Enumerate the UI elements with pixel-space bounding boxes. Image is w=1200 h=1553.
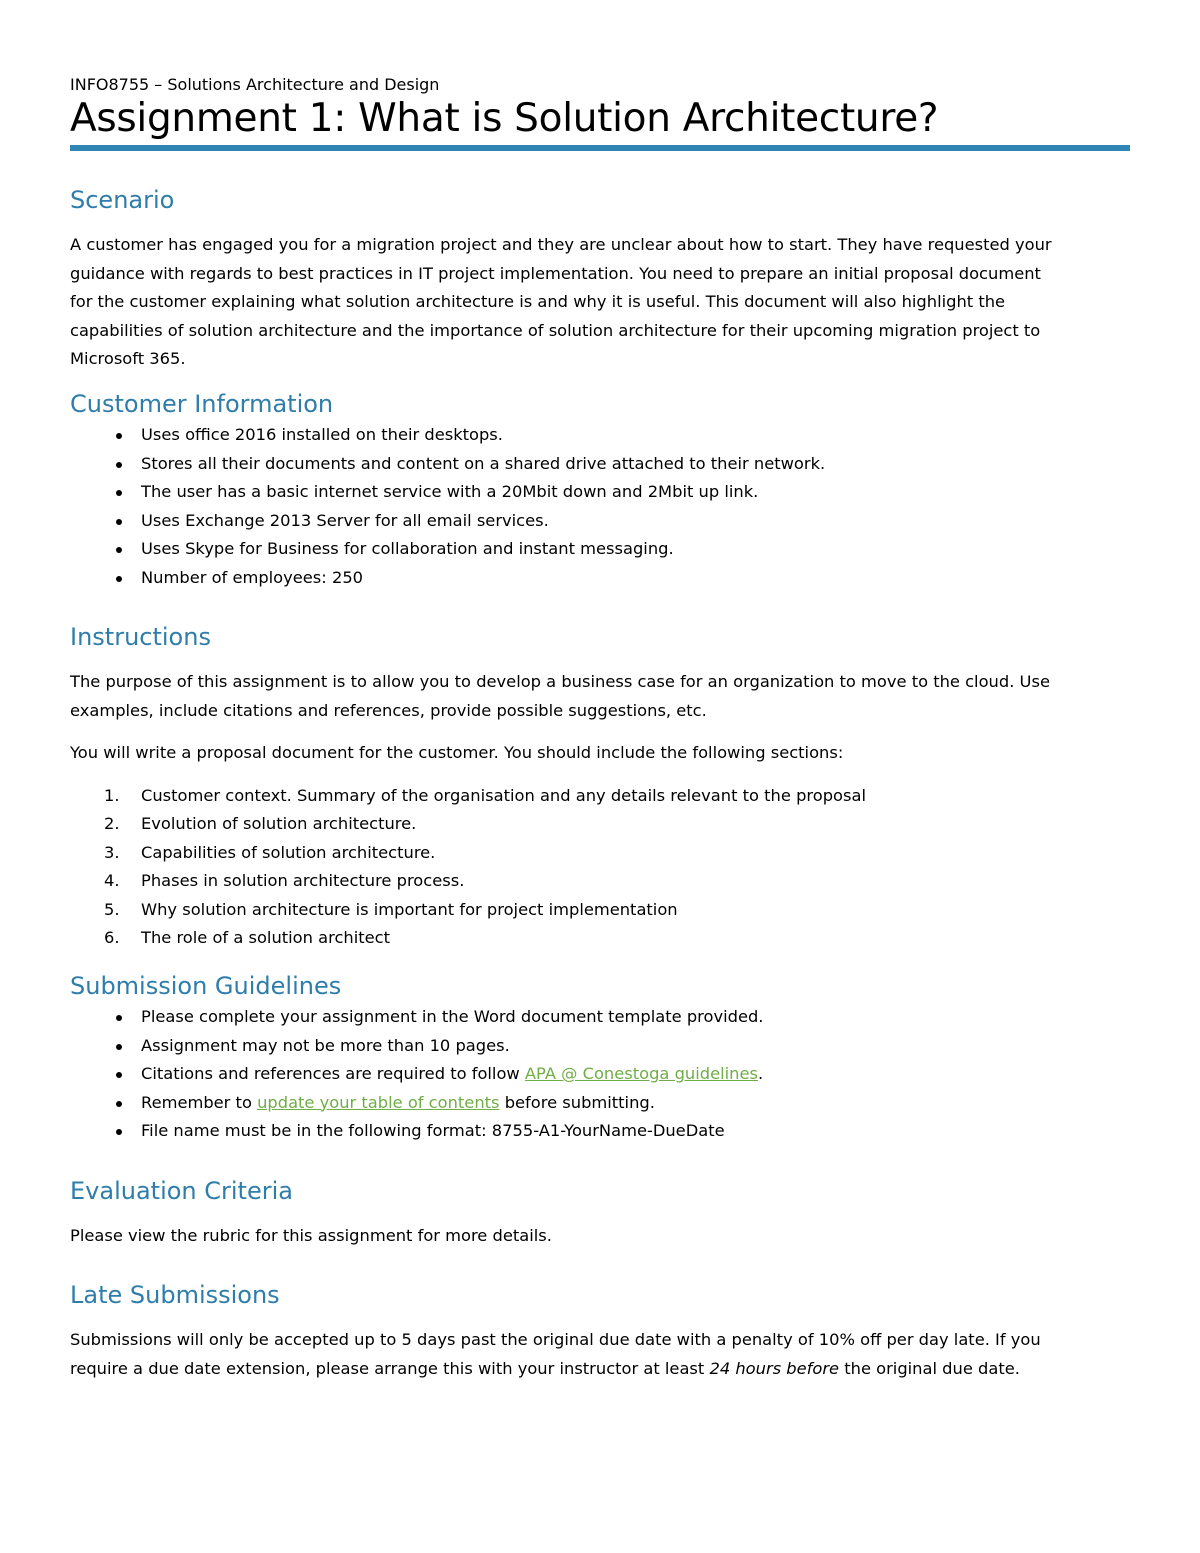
sections-list (70, 782, 1130, 953)
list-item: 5. Why solution architecture is important for project implementation (104, 899, 678, 919)
evaluation-text: Please view the rubric for this assignment for more details. (70, 1226, 552, 1245)
list-item: 4. Phases in solution architecture process. (104, 871, 465, 890)
list-item: Please complete your assignment in the Word document template provided. (70, 1003, 1130, 1032)
list-item: Uses office 2016 installed on their desktops. (70, 421, 1130, 450)
bullet-icon (116, 1072, 122, 1078)
bullet-icon (116, 490, 122, 496)
late-heading: Late Submissions (70, 1281, 280, 1309)
bullet-icon (116, 1044, 122, 1050)
list-item: 1. Customer context. Summary of the organisation and any details relevant to the proposal (104, 785, 866, 805)
customer-info-list (70, 421, 1130, 592)
emphasis-text: 24 hours before (709, 1358, 840, 1378)
customer-info-heading: Customer Information (70, 390, 334, 418)
course-name: INFO8755 – Solutions Architecture and Design (70, 75, 440, 94)
late-line: require a due date extension, please arrange this with your instructor at least 24 hours before the original due date. (70, 1358, 1020, 1378)
bullet-icon (116, 433, 122, 439)
title-divider (70, 145, 1130, 151)
scenario-section (70, 185, 1130, 374)
bullet-icon (116, 1015, 122, 1021)
scenario-line: for the customer explaining what solution architecture is and why it is useful. This document will also highlight the (70, 292, 1006, 311)
list-item: The user has a basic internet service with a 20Mbit down and 2Mbit up link. (70, 478, 1130, 507)
instructions-heading: Instructions (70, 623, 211, 651)
late-section (70, 1280, 1130, 1383)
evaluation-heading: Evaluation Criteria (70, 1177, 293, 1205)
submission-heading: Submission Guidelines (70, 972, 342, 1000)
bullet-icon (116, 1101, 122, 1107)
list-item: Uses Skype for Business for collaboration and instant messaging. (70, 535, 1130, 564)
late-paragraph (70, 1326, 1130, 1383)
instructions-intro: You will write a proposal document for the customer. You should include the following sections: (70, 743, 844, 762)
bullet-icon (116, 1129, 122, 1135)
table-of-contents-link[interactable]: update your table of contents (257, 1092, 500, 1112)
submission-section (70, 971, 1130, 1146)
scenario-line: guidance with regards to best practices in IT project implementation. You need to prepare an initial proposal document (70, 263, 1041, 283)
bullet-icon (116, 547, 122, 553)
list-item: 6. The role of a solution architect (104, 928, 390, 947)
bullet-icon (116, 462, 122, 468)
scenario-line: Microsoft 365. (70, 349, 186, 368)
scenario-line: A customer has engaged you for a migration project and they are unclear about how to start. They have requested your (70, 235, 1052, 254)
document-header (70, 74, 1130, 151)
page-title: Assignment 1: What is Solution Architecture? (70, 96, 939, 141)
list-item: Citations and references are required to follow APA @ Conestoga guidelines. (70, 1060, 1130, 1089)
list-item: 2. Evolution of solution architecture. (104, 814, 417, 833)
late-line: Submissions will only be accepted up to 5 days past the original due date with a penalty of 10% off per day late. If you (70, 1330, 1041, 1349)
list-item: Assignment may not be more than 10 pages. (70, 1032, 1130, 1061)
list-item: Remember to update your table of contents before submitting. (70, 1089, 1130, 1118)
instructions-line: examples, include citations and references, provide possible suggestions, etc. (70, 700, 707, 720)
list-item: Stores all their documents and content on a shared drive attached to their network. (70, 450, 1130, 479)
apa-guidelines-link[interactable]: APA @ Conestoga guidelines (524, 1064, 758, 1083)
instructions-section (70, 622, 1130, 953)
list-item: Number of employees: 250 (70, 564, 1130, 593)
evaluation-section (70, 1176, 1130, 1251)
list-item: File name must be in the following format: 8755-A1-YourName-DueDate (70, 1117, 1130, 1146)
customer-info-section (70, 389, 1130, 592)
bullet-icon (116, 519, 122, 525)
bullet-icon (116, 576, 122, 582)
instructions-line: The purpose of this assignment is to allow you to develop a business case for an organization to move to the cloud. Use (70, 672, 1050, 691)
list-item: Uses Exchange 2013 Server for all email services. (70, 507, 1130, 536)
instructions-paragraph (70, 668, 1130, 725)
scenario-paragraph (70, 231, 1130, 374)
submission-list (70, 1003, 1130, 1146)
scenario-heading: Scenario (70, 186, 175, 214)
list-item: 3. Capabilities of solution architecture. (104, 842, 436, 862)
scenario-line: capabilities of solution architecture and the importance of solution architecture for their upcoming migration project to (70, 320, 1041, 340)
